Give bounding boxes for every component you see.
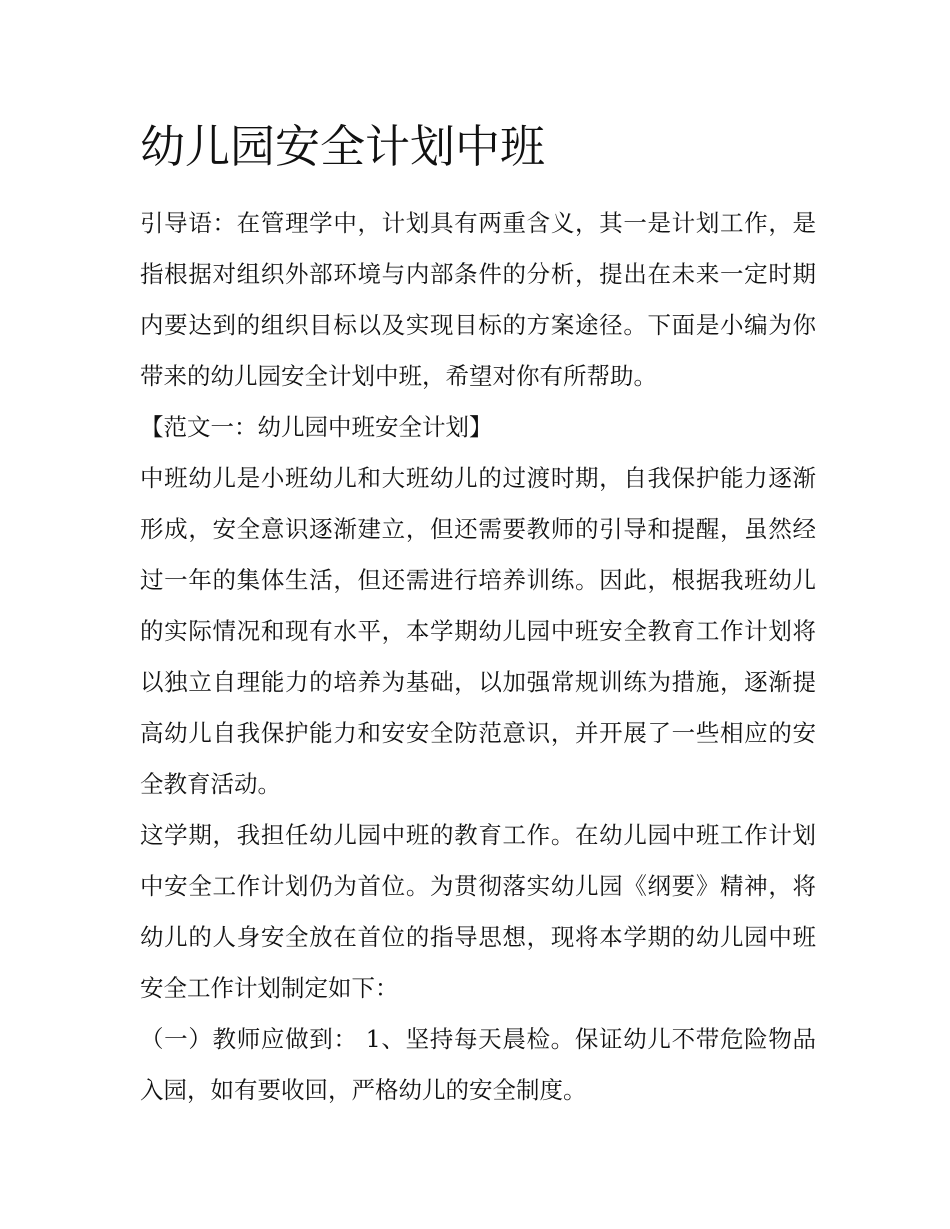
section-heading: 【范文一：幼儿园中班安全计划】 [140, 413, 493, 441]
body-paragraph: 中班幼儿是小班幼儿和大班幼儿的过渡时期，自我保护能力逐渐形成，安全意识逐渐建立，但还需要教师的引导和提醒，虽然经过一年的集体生活，但还需进行培养训练。因此，根据我班幼儿的实际情况和现有水平，本学期幼儿园中班安全教育工作计划将以独立自理能力的培养为基础，以加强常规训练为措施，逐渐提高幼儿自我保护能力和安安全防范意识，并开展了一些相应的安全教育活动。 [140, 464, 816, 798]
intro-paragraph: 引导语：在管理学中，计划具有两重含义，其一是计划工作，是指根据对组织外部环境与内部条件的分析，提出在未来一定时期内要达到的组织目标以及实现目标的方案途径。下面是小编为你带来的幼儿园安全计划中班，希望对你有所帮助。 [140, 209, 816, 390]
body-paragraph: （一）教师应做到： 1、坚持每天晨检。保证幼儿不带危险物品入园，如有要收回，严格幼儿的安全制度。 [140, 1025, 816, 1104]
body-paragraph: 这学期，我担任幼儿园中班的教育工作。在幼儿园中班工作计划中安全工作计划仍为首位。为贯彻落实幼儿园《纲要》精神，将幼儿的人身安全放在首位的指导思想，现将本学期的幼儿园中班安全工作计划制定如下： [140, 821, 816, 1002]
document-title: 幼儿园安全计划中班 [140, 120, 546, 173]
